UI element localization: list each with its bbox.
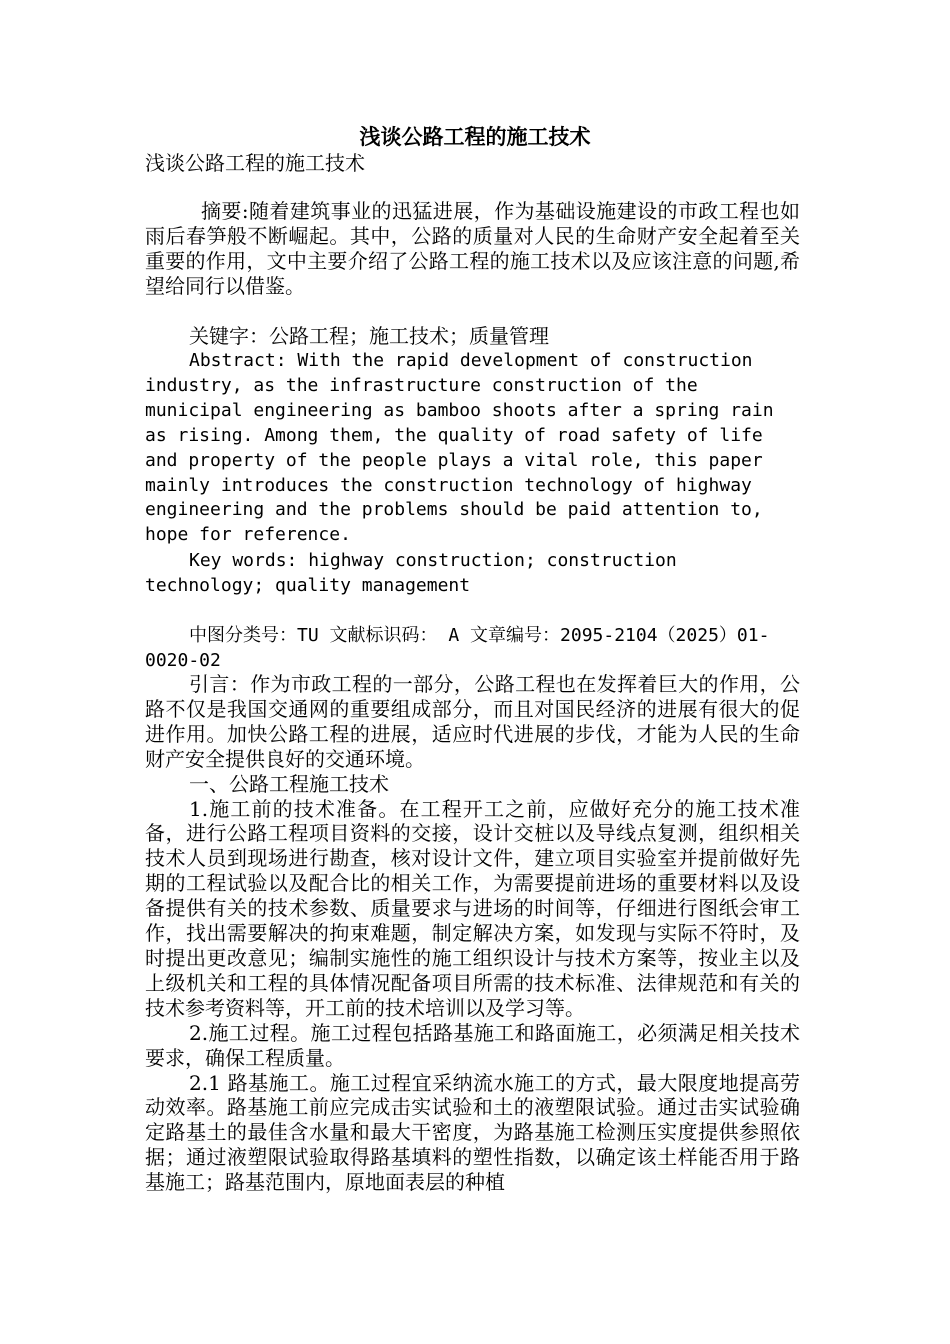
document-title: 浅谈公路工程的施工技术 (359, 124, 591, 149)
paragraph-process: 2.施工过程。施工过程包括路基施工和路面施工，必须满足相关技术要求，确保工程质量。 (145, 1020, 800, 1070)
chinese-abstract: 摘要:随着建筑事业的迅猛进展，作为基础设施建设的市政工程也如雨后春笋般不断崛起。其中，公路的质量对人民的生命财产安全起着至关重要的作用，文中主要介绍了公路工程的施工技术以及应该注意的问题,希望给同行以借鉴。 (145, 199, 800, 298)
chinese-keywords: 关键字：公路工程；施工技术；质量管理 (189, 324, 549, 348)
article-body (145, 672, 800, 1195)
paragraph-subgrade: 2.1 路基施工。施工过程宜采纳流水施工的方式，最大限度地提高劳动效率。路基施工前应完成击实试验和土的液塑限试验。通过击实试验确定路基土的最佳含水量和最大干密度，为路基施工检测压实度提供参照依据；通过液塑限试验取得路基填料的塑性指数，以确定该土样能否用于路基施工；路基范围内，原地面表层的种植 (145, 1070, 800, 1195)
introduction-paragraph: 引言：作为市政工程的一部分，公路工程也在发挥着巨大的作用，公路不仅是我国交通网的重要组成部分，而且对国民经济的进展有很大的促进作用。加快公路工程的进展，适应时代进展的步伐，才能为人民的生命财产安全提供良好的交通环境。 (145, 672, 800, 771)
paragraph-preparation: 1.施工前的技术准备。在工程开工之前，应做好充分的施工技术准备，进行公路工程项目资料的交接，设计交桩以及导线点复测，组织相关技术人员到现场进行勘查，核对设计文件，建立项目实验室并提前做好先期的工程试验以及配合比的相关工作，为需要提前进场的重要材料以及设备提供有关的技术参数、质量要求与进场的时间等，仔细进行图纸会审工作，找出需要解决的拘束难题，制定解决方案，如发现与实际不符时，及时提出更改意见；编制实施性的施工组织设计与技术方案等，按业主以及上级机关和工程的具体情况配备项目所需的技术标准、法律规范和有关的技术参考资料等，开工前的技术培训以及学习等。 (145, 796, 800, 1020)
classification-info: 中图分类号：TU 文献标识码： A 文章编号：2095-2104（2025）01-0020-02 (145, 625, 770, 671)
section-heading: 一、公路工程施工技术 (189, 771, 389, 796)
english-abstract: Abstract: With the rapid development of construction industry, as the infrastructure construction of the municipal engineering as bamboo shoots after a spring rain as rising. Among them, the quality of road safety of life and property of the people plays a vital role, this paper mainly introduces the construction technology of highway engineering and the problems should be paid attention to, hope for reference. (145, 350, 774, 546)
english-keywords: Key words: highway construction; construction technology; quality management (145, 550, 677, 596)
document-subtitle: 浅谈公路工程的施工技术 (145, 151, 365, 175)
